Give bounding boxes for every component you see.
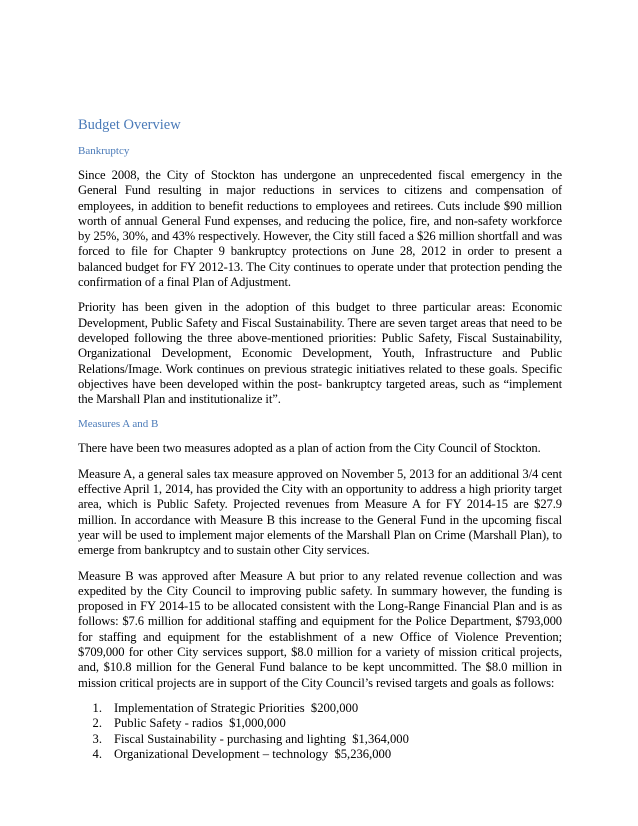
list-number: 1.	[92, 700, 102, 715]
measures-intro-paragraph: There have been two measures adopted as a plan of action from the City Council of Stockton.	[78, 441, 541, 456]
list-number: 2.	[92, 716, 102, 731]
list-number: 4.	[92, 746, 102, 761]
section-title-bankruptcy: Bankruptcy	[78, 145, 130, 157]
list-item	[78, 716, 562, 731]
list-item	[78, 747, 562, 762]
measure-a-paragraph: Measure A, a general sales tax measure approved on November 5, 2013 for an additional 3/4 cent effective April 1, 2014, has provided the City with an opportunity to address a high priority target area, which is Public Safety. Projected revenues from Measure A for FY 2014-15 are $27.9 million. In accordance with Measure B this increase to the General Fund in the upcoming fiscal year will be used to implement major elements of the Marshall Plan on Crime (Marshall Plan), to emerge from bankruptcy and to sustain other City services.	[78, 466, 562, 558]
priority-paragraph: Priority has been given in the adoption of this budget to three particular areas: Economic Development, Public Safety and Fiscal Sustainability. There are seven target areas that need to be developed following the three above-mentioned priorities: Public Safety, Fiscal Sustainability, Organizational Development, Economic Development, Youth, Infrastructure and Public Relations/Image. Work continues on previous strategic initiatives related to these goals. Specific objectives have been developed within the post- bankruptcy targeted areas, such as “implement the Marshall Plan and institutionalize it”.	[78, 300, 562, 407]
list-item	[78, 732, 562, 747]
section-title-measures: Measures A and B	[78, 418, 159, 431]
list-item-label: Public Safety - radios $1,000,000	[114, 716, 286, 731]
list-item-label: Fiscal Sustainability - purchasing and lighting $1,364,000	[114, 731, 409, 746]
bankruptcy-paragraph: Since 2008, the City of Stockton has undergone an unprecedented fiscal emergency in the General Fund resulting in major reductions in services to citizens and compensation of employees, in addition to benefit reductions to employees and retirees. Cuts include $90 million worth of annual General Fund expenses, and reducing the police, fire, and non-safety workforce by 25%, 30%, and 43% respectively. However, the City still faced a $26 million shortfall and was forced to file for Chapter 9 bankruptcy protections on June 28, 2012 in order to present a balanced budget for FY 2012-13. The City continues to operate under that protection pending the confirmation of a final Plan of Adjustment.	[78, 168, 562, 290]
document-page	[78, 116, 562, 762]
list-item-label: Organizational Development – technology $5,236,000	[114, 746, 392, 761]
project-list	[78, 701, 562, 762]
list-item-label: Implementation of Strategic Priorities $200,000	[114, 700, 359, 715]
measure-b-paragraph: Measure B was approved after Measure A but prior to any related revenue collection and was expedited by the City Council to improving public safety. In summary however, the funding is proposed in FY 2014-15 to be allocated consistent with the Long-Range Financial Plan and is as follows: $7.6 million for additional staffing and equipment for the Police Department, $793,000 for staffing and equipment for the establishment of a new Office of Violence Prevention; $709,000 for other City services support, $8.0 million for a variety of mission critical projects, and, $10.8 million for the General Fund balance to be kept uncommitted. The $8.0 million in mission critical projects are in support of the City Council’s revised targets and goals as follows:	[78, 568, 562, 690]
list-number: 3.	[92, 731, 102, 746]
list-item	[78, 701, 562, 716]
page-heading: Budget Overview	[78, 117, 181, 133]
